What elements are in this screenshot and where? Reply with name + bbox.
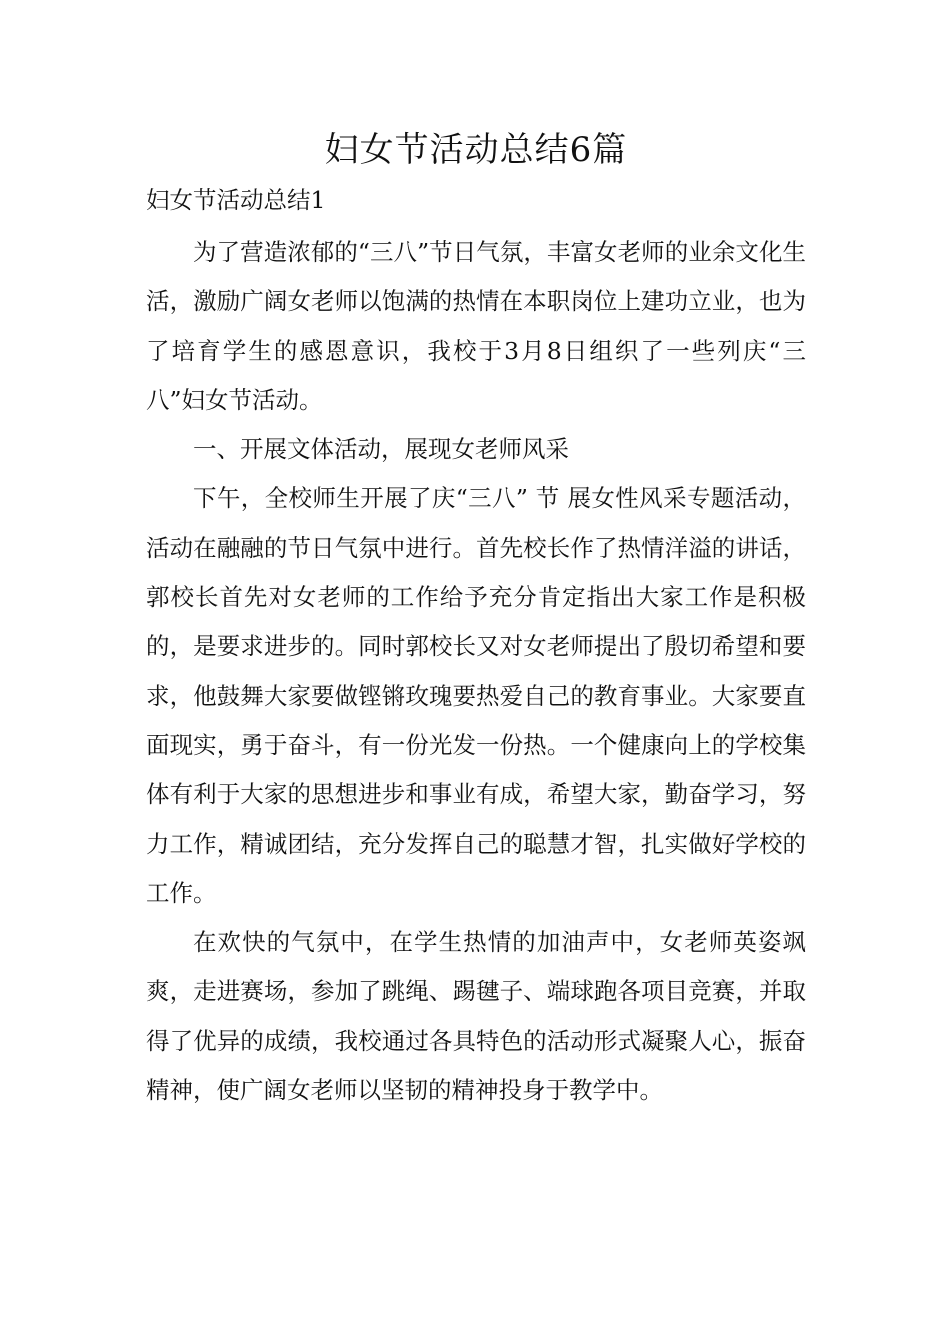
- paragraph-competition: 在欢快的气氛中，在学生热情的加油声中，女老师英姿飒爽，走进赛场，参加了跳绳、踢毽子、端球跑各项目竞赛，并取得了优异的成绩，我校通过各具特色的活动形式凝聚人心，振奋精神，使广阔女老师以坚韧的精神投身于教学中。: [146, 928, 806, 1105]
- document-page: [146, 0, 806, 1344]
- subheading-activities: 一、开展文体活动，展现女老师风采: [193, 435, 569, 464]
- paragraph-intro: 为了营造浓郁的“三八”节日气氛，丰富女老师的业余文化生活，激励广阔女老师以饱满的热情在本职岗位上建功立业，也为了培育学生的感恩意识，我校于3月8日组织了一些列庆“三八”妇女节活动。: [146, 238, 806, 414]
- document-body: [146, 228, 806, 1115]
- paragraph-afternoon: 下午，全校师生开展了庆“三八” 节 展女性风采专题活动，活动在融融的节日气氛中进行。首先校长作了热情洋溢的讲话，郭校长首先对女老师的工作给予充分肯定指出大家工作是积极的，是要求进步的。同时郭校长又对女老师提出了殷切希望和要求，他鼓舞大家要做铿锵玫瑰要热爱自己的教育事业。大家要直面现实，勇于奋斗，有一份光发一份热。一个健康向上的学校集体有利于大家的思想进步和事业有成，希望大家，勤奋学习，努力工作，精诚团结，充分发挥自己的聪慧才智，扎实做好学校的工作。: [146, 484, 806, 907]
- document-title: 妇女节活动总结6篇: [324, 130, 628, 170]
- section-heading: 妇女节活动总结1: [146, 186, 326, 214]
